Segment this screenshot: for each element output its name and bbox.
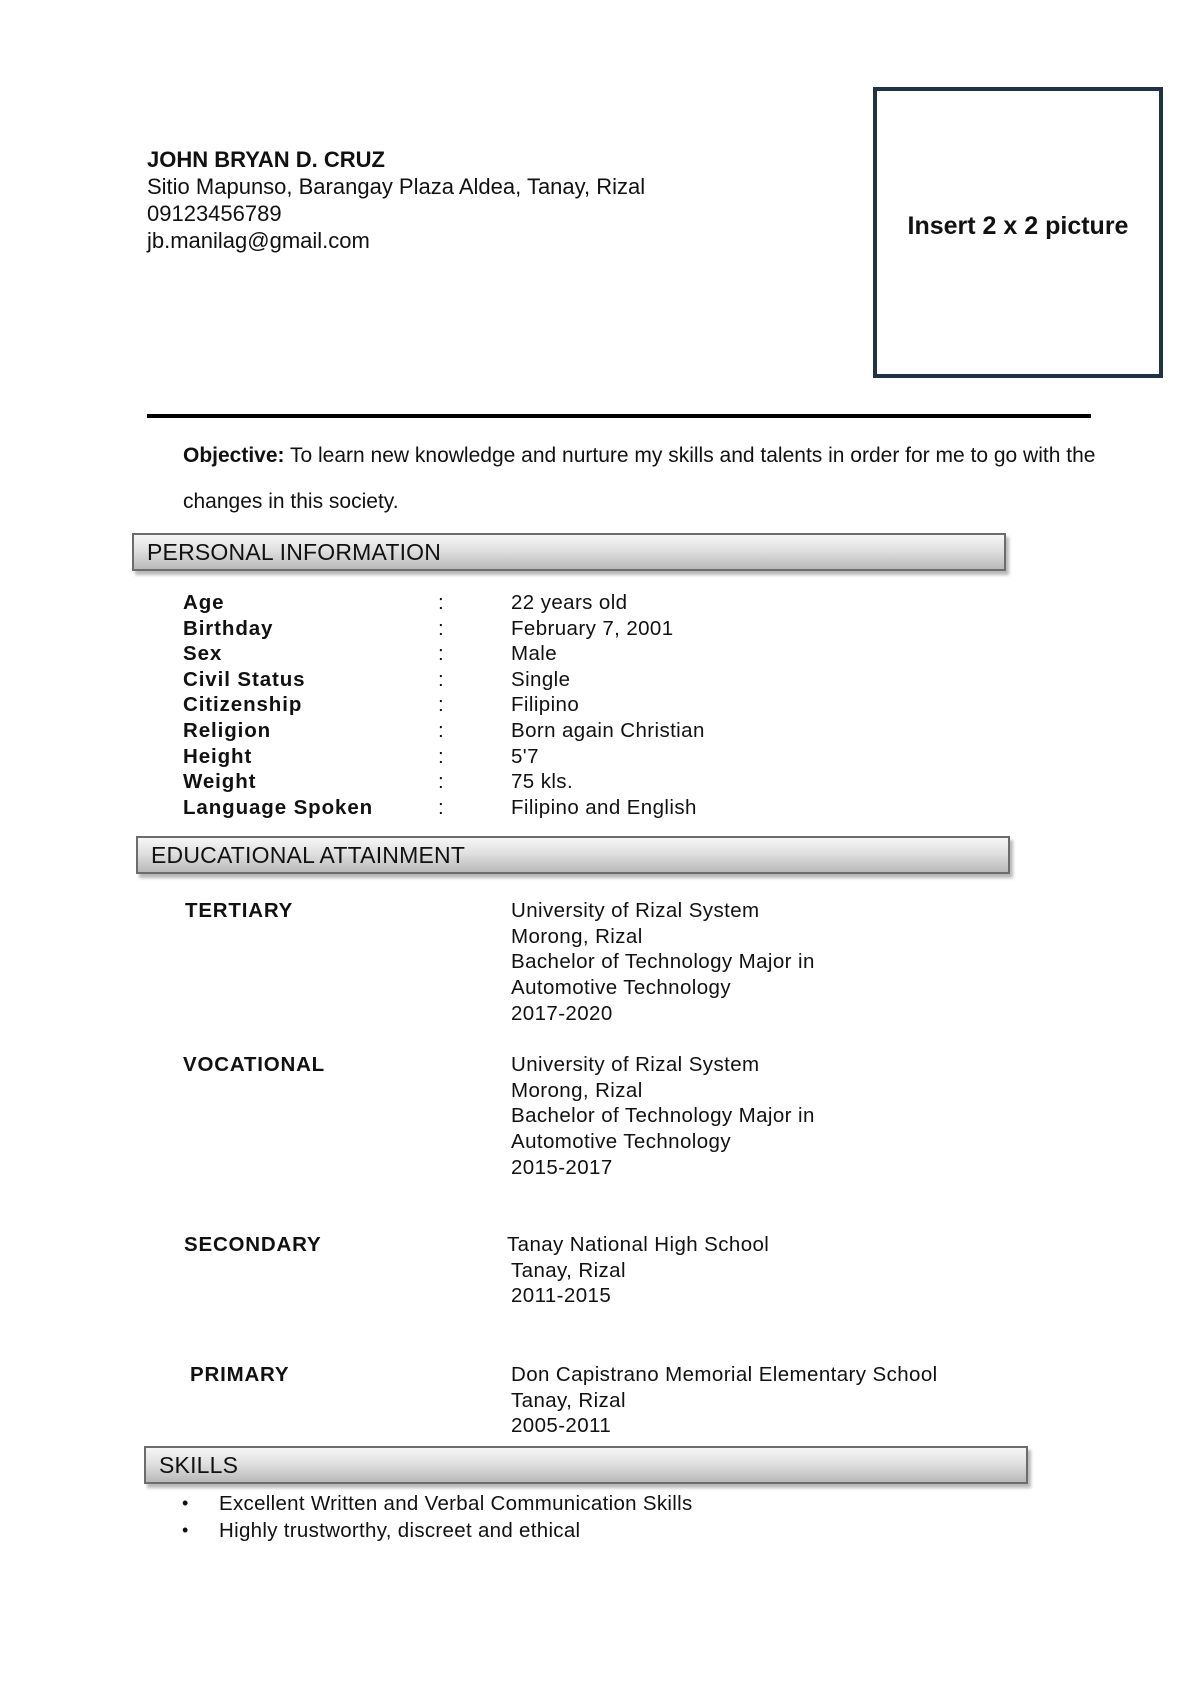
applicant-name: JOHN BRYAN D. CRUZ xyxy=(147,147,385,172)
section-heading-educational-attainment: EDUCATIONAL ATTAINMENT xyxy=(136,836,1010,874)
info-label: Civil Status xyxy=(183,667,306,691)
list-item xyxy=(180,1490,1080,1517)
objective-paragraph xyxy=(183,433,1103,525)
edu-degree-major: Automotive Technology xyxy=(511,1130,731,1154)
edu-details-primary xyxy=(511,1362,938,1439)
info-value: February 7, 2001 xyxy=(511,616,674,640)
skill-text: Excellent Written and Verbal Communication Skills xyxy=(219,1492,693,1515)
edu-school: Don Capistrano Memorial Elementary School xyxy=(511,1363,938,1386)
info-colon: : xyxy=(438,642,445,666)
info-label: Religion xyxy=(183,719,272,742)
info-label: Age xyxy=(183,591,225,614)
edu-school: University of Rizal System xyxy=(511,899,760,922)
edu-details-vocational xyxy=(511,1052,815,1181)
info-colon: : xyxy=(438,719,445,742)
info-value: Male xyxy=(511,642,558,666)
edu-years: 2005-2011 xyxy=(511,1414,612,1438)
info-colon: : xyxy=(438,770,445,794)
skill-text: Highly trustworthy, discreet and ethical xyxy=(219,1519,581,1542)
list-item xyxy=(180,1517,1080,1544)
header-divider xyxy=(147,414,1091,418)
info-colon: : xyxy=(438,667,445,691)
section-heading-skills: SKILLS xyxy=(144,1446,1028,1484)
edu-location: Tanay, Rizal xyxy=(511,1258,626,1282)
info-row-weight xyxy=(183,769,1083,795)
info-row-height xyxy=(183,744,1083,770)
info-label: Citizenship xyxy=(183,693,303,717)
edu-school: Tanay National High School xyxy=(507,1233,770,1256)
email-address: jb.manilag@gmail.com xyxy=(147,228,370,253)
info-row-civil-status xyxy=(183,667,1083,693)
edu-years: 2011-2015 xyxy=(511,1284,612,1308)
info-label: Birthday xyxy=(183,616,274,640)
objective-label: Objective: xyxy=(183,444,285,467)
photo-placeholder xyxy=(873,87,1163,378)
info-colon: : xyxy=(438,693,445,717)
edu-level-secondary: SECONDARY xyxy=(184,1233,322,1256)
edu-degree-major: Automotive Technology xyxy=(511,976,731,1000)
info-row-citizenship xyxy=(183,692,1083,718)
edu-details-tertiary xyxy=(511,898,815,1027)
info-colon: : xyxy=(438,616,445,640)
bullet-icon: • xyxy=(182,1493,189,1513)
contact-block xyxy=(147,146,645,254)
edu-level-primary: PRIMARY xyxy=(190,1363,290,1386)
info-value: Born again Christian xyxy=(511,719,705,742)
info-row-religion xyxy=(183,718,1083,744)
info-label: Height xyxy=(183,744,253,768)
info-value: Single xyxy=(511,667,571,691)
edu-degree: Bachelor of Technology Major in xyxy=(511,1104,815,1128)
edu-level-vocational: VOCATIONAL xyxy=(183,1053,326,1076)
info-value: Filipino xyxy=(511,693,580,717)
edu-details-secondary xyxy=(507,1232,769,1309)
info-label: Weight xyxy=(183,770,257,794)
info-colon: : xyxy=(438,591,445,614)
edu-degree: Bachelor of Technology Major in xyxy=(511,950,815,974)
info-colon: : xyxy=(438,744,445,768)
edu-location: Morong, Rizal xyxy=(511,924,643,948)
edu-years: 2017-2020 xyxy=(511,1001,613,1025)
info-row-sex xyxy=(183,641,1083,667)
info-row-language-spoken xyxy=(183,795,1083,821)
edu-school: University of Rizal System xyxy=(511,1053,760,1076)
skills-list xyxy=(180,1490,1080,1544)
address: Sitio Mapunso, Barangay Plaza Aldea, Tanay, Rizal xyxy=(147,174,646,199)
info-label: Sex xyxy=(183,642,223,666)
objective-text: To learn new knowledge and nurture my skills and talents in order for me to go with the changes in this society. xyxy=(183,444,1096,513)
edu-level-tertiary: TERTIARY xyxy=(185,899,294,922)
edu-location: Tanay, Rizal xyxy=(511,1388,626,1412)
info-label: Language Spoken xyxy=(183,795,374,819)
info-value: 22 years old xyxy=(511,591,628,614)
edu-location: Morong, Rizal xyxy=(511,1078,643,1102)
info-value: Filipino and English xyxy=(511,795,697,819)
info-value: 5'7 xyxy=(511,744,539,768)
info-row-birthday xyxy=(183,616,1083,642)
info-colon: : xyxy=(438,795,445,819)
edu-years: 2015-2017 xyxy=(511,1155,613,1179)
photo-placeholder-label: Insert 2 x 2 picture xyxy=(907,212,1129,240)
info-value: 75 kls. xyxy=(511,770,574,794)
phone-number: 09123456789 xyxy=(147,201,282,226)
section-heading-personal-information: PERSONAL INFORMATION xyxy=(132,533,1006,571)
bullet-icon: • xyxy=(182,1520,189,1540)
info-row-age xyxy=(183,590,1083,616)
